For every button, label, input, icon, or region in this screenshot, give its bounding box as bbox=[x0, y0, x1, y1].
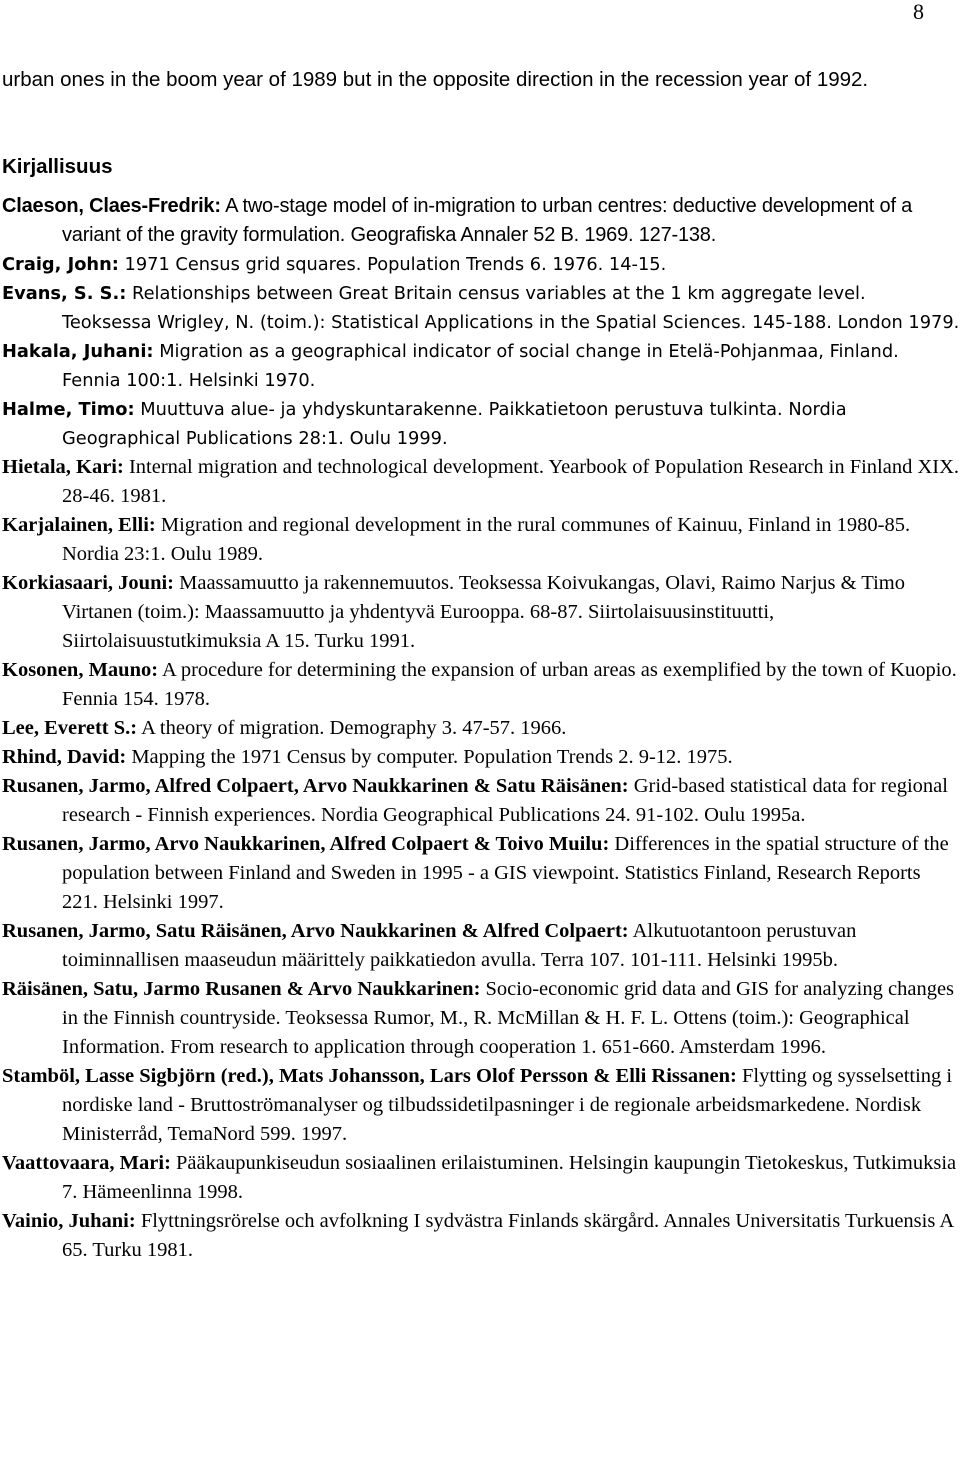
intro-paragraph: urban ones in the boom year of 1989 but in the opposite direction in the recession year of 1992. bbox=[2, 68, 869, 91]
reference-author: Craig, John: bbox=[2, 254, 119, 275]
reference-entry bbox=[0, 250, 960, 279]
reference-author: Vaattovaara, Mari: bbox=[2, 1152, 171, 1174]
reference-author: Rusanen, Jarmo, Satu Räisänen, Arvo Naukkarinen & Alfred Colpaert: bbox=[2, 920, 629, 942]
reference-entry bbox=[0, 453, 960, 511]
reference-entry bbox=[0, 743, 960, 772]
reference-text: Flyttningsrörelse och avfolkning I sydvästra Finlands skärgård. Annales Universitatis Turkuensis A 65. Turku 1981. bbox=[62, 1210, 953, 1261]
reference-text: Muuttuva alue- ja yhdyskuntarakenne. Paikkatietoon perustuva tulkinta. Nordia Geographical Publications 28:1. Oulu 1999. bbox=[62, 399, 847, 449]
reference-text: Socio-economic grid data and GIS for analyzing changes in the Finnish countryside. Teoksessa Rumor, M., R. McMillan & H. F. L. Ottens (toim.): Geographical Information. From research to application through cooperation 1. 651-660. Amsterdam 1996. bbox=[62, 978, 955, 1058]
reference-text: A procedure for determining the expansion of urban areas as exemplified by the town of Kuopio. Fennia 154. 1978. bbox=[62, 659, 957, 710]
reference-entry bbox=[0, 192, 960, 250]
reference-author: Kosonen, Mauno: bbox=[2, 659, 159, 681]
reference-text: 1971 Census grid squares. Population Trends 6. 1976. 14-15. bbox=[118, 254, 667, 275]
reference-entry bbox=[0, 1149, 960, 1207]
reference-text: Pääkaupunkiseudun sosiaalinen erilaistuminen. Helsingin kaupungin Tietokeskus, Tutkimuksia 7. Hämeenlinna 1998. bbox=[62, 1152, 957, 1203]
reference-entry bbox=[0, 830, 960, 917]
reference-author: Halme, Timo: bbox=[2, 399, 135, 420]
reference-entry bbox=[0, 1062, 960, 1149]
reference-author: Stamböl, Lasse Sigbjörn (red.), Mats Johansson, Lars Olof Persson & Elli Rissanen: bbox=[2, 1065, 737, 1087]
reference-entry bbox=[0, 772, 960, 830]
reference-text: A theory of migration. Demography 3. 47-57. 1966. bbox=[137, 717, 567, 739]
reference-author: Rusanen, Jarmo, Alfred Colpaert, Arvo Naukkarinen & Satu Räisänen: bbox=[2, 775, 629, 797]
reference-entry bbox=[0, 395, 960, 453]
reference-text: Maassamuutto ja rakennemuutos. Teoksessa Koivukangas, Olavi, Raimo Narjus & Timo Virtanen (toim.): Maassamuutto ja yhdentyvä Eurooppa. 68-87. Siirtolaisuusinstituutti, Siirtolaisuustutkimuksia A 15. Turku 1991. bbox=[62, 572, 905, 652]
reference-text: Alkutuotantoon perustuvan toiminnallisen maaseudun määrittely paikkatiedon avulla. Terra 107. 101-111. Helsinki 1995b. bbox=[62, 920, 857, 971]
reference-entry bbox=[0, 975, 960, 1062]
reference-text: Relationships between Great Britain census variables at the 1 km aggregate level. Teoksessa Wrigley, N. (toim.): Statistical Applications in the Spatial Sciences. 145-188. London 1979. bbox=[62, 283, 960, 333]
reference-entry bbox=[0, 279, 960, 337]
reference-author: Hietala, Kari: bbox=[2, 456, 124, 478]
reference-author: Vainio, Juhani: bbox=[2, 1210, 136, 1232]
reference-author: Karjalainen, Elli: bbox=[2, 514, 156, 536]
reference-text: Flytting og sysselsetting i nordiske land - Bruttoströmanalyser og tilbudssidetilpasninger i de regionale arbeidsmarkedene. Nordisk Ministerråd, TemaNord 599. 1997. bbox=[62, 1065, 953, 1145]
reference-author: Lee, Everett S.: bbox=[2, 717, 138, 739]
reference-list bbox=[0, 192, 960, 1265]
reference-entry bbox=[0, 511, 960, 569]
reference-text: Mapping the 1971 Census by computer. Population Trends 2. 9-12. 1975. bbox=[126, 746, 733, 768]
reference-entry bbox=[0, 337, 960, 395]
reference-author: Rusanen, Jarmo, Arvo Naukkarinen, Alfred Colpaert & Toivo Muilu: bbox=[2, 833, 610, 855]
reference-author: Claeson, Claes-Fredrik: bbox=[2, 195, 221, 217]
reference-text: Migration as a geographical indicator of social change in Etelä-Pohjanmaa, Finland. Fennia 100:1. Helsinki 1970. bbox=[62, 341, 899, 391]
reference-author: Rhind, David: bbox=[2, 746, 127, 768]
reference-author: Hakala, Juhani: bbox=[2, 341, 154, 362]
reference-author: Räisänen, Satu, Jarmo Rusanen & Arvo Naukkarinen: bbox=[2, 978, 481, 1000]
reference-author: Korkiasaari, Jouni: bbox=[2, 572, 174, 594]
document-body bbox=[0, 66, 960, 1265]
reference-entry bbox=[0, 1207, 960, 1265]
reference-text: Grid-based statistical data for regional research - Finnish experiences. Nordia Geographical Publications 24. 91-102. Oulu 1995a. bbox=[62, 775, 948, 826]
section-heading: Kirjallisuus bbox=[2, 155, 113, 178]
reference-author: Evans, S. S.: bbox=[2, 283, 127, 304]
reference-text: Migration and regional development in the rural communes of Kainuu, Finland in 1980-85. Nordia 23:1. Oulu 1989. bbox=[62, 514, 911, 565]
reference-entry bbox=[0, 714, 960, 743]
page-number: 8 bbox=[913, 0, 924, 24]
reference-entry bbox=[0, 917, 960, 975]
reference-text: Differences in the spatial structure of the population between Finland and Sweden in 1995 - a GIS viewpoint. Statistics Finland, Research Reports 221. Helsinki 1997. bbox=[62, 833, 949, 913]
reference-entry bbox=[0, 569, 960, 656]
reference-text: Internal migration and technological development. Yearbook of Population Research in Finland XIX. 28-46. 1981. bbox=[62, 456, 960, 507]
reference-text: A two-stage model of in-migration to urban centres: deductive development of a variant of the gravity formulation. Geografiska Annaler 52 B. 1969. 127-138. bbox=[62, 195, 913, 246]
reference-entry bbox=[0, 656, 960, 714]
